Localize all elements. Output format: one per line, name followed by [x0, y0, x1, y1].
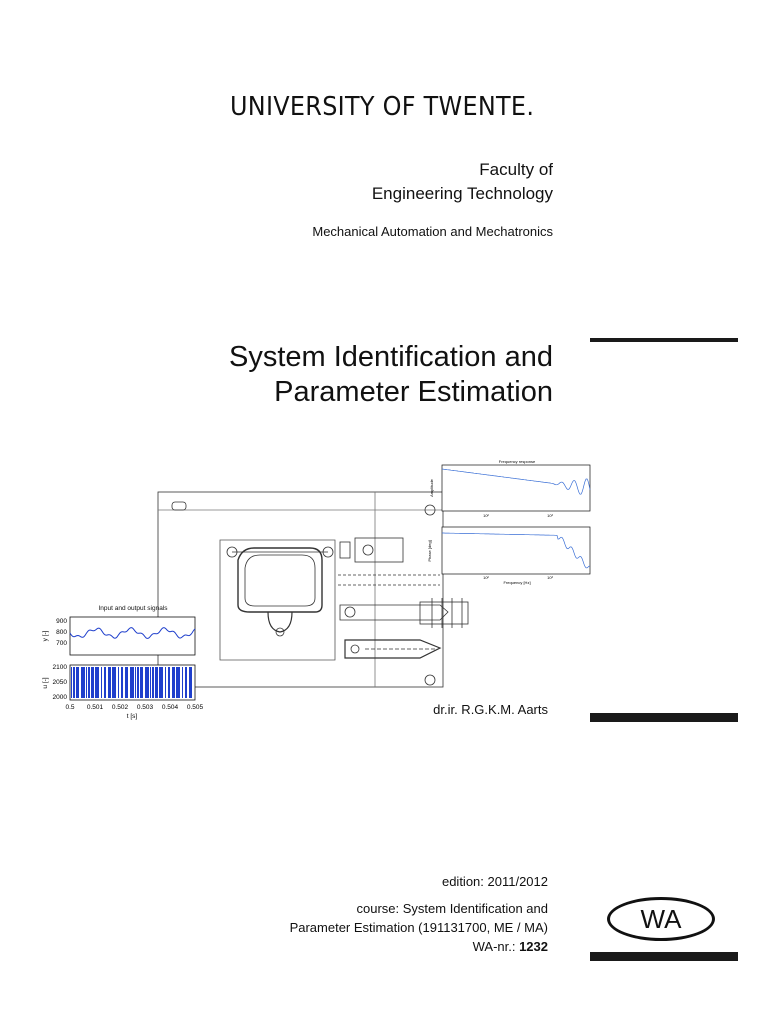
frequency-label: Frequency [Hz]: [503, 580, 531, 585]
faculty-line2: Engineering Technology: [371, 184, 553, 203]
amplitude-label: Amplitude: [429, 479, 434, 497]
y-tick-800: 800: [56, 629, 67, 636]
input-signal-bar: [76, 667, 79, 698]
signals-title: Input and output signals: [98, 605, 168, 612]
input-signal-bar: [159, 667, 163, 698]
author-name: dr.ir. R.G.K.M. Aarts: [433, 702, 548, 717]
input-signal-bar: [140, 667, 143, 698]
input-signal-bar: [108, 667, 111, 698]
u-tick-2050: 2050: [52, 679, 67, 686]
input-signal-bar: [155, 667, 158, 698]
x-axis-label: t [s]: [126, 713, 138, 720]
course-line1: course: System Identification and: [356, 901, 548, 916]
frequency-response-plot: [420, 455, 595, 585]
input-signal-bar: [112, 667, 116, 698]
input-signal-bar: [86, 667, 87, 698]
u-tick-2100: 2100: [52, 664, 67, 671]
input-signal-bar: [176, 667, 180, 698]
x-tick-0: 0.5: [65, 704, 75, 711]
x-tick-1: 0.501: [86, 704, 104, 711]
input-signal-bars: [71, 667, 192, 698]
x-tick-4: 0.504: [161, 704, 179, 711]
title-line2: Parameter Estimation: [274, 376, 553, 408]
input-signal-bar: [189, 667, 192, 698]
input-signal-bar: [104, 667, 106, 698]
top-divider-bar: [590, 338, 738, 342]
input-signal-bar: [172, 667, 175, 698]
u-axis-label: u [-]: [42, 677, 49, 689]
department-name: Mechanical Automation and Mechatronics: [312, 224, 553, 239]
wa-number-line: [220, 937, 548, 956]
input-signal-bar: [137, 667, 139, 698]
y-tick-700: 700: [56, 640, 67, 647]
input-signal-bar: [121, 667, 123, 698]
course-line2: Parameter Estimation (191131700, ME / MA): [289, 920, 548, 935]
output-axes: [70, 617, 195, 655]
input-signal-bar: [130, 667, 134, 698]
input-signal-bar: [125, 667, 128, 698]
input-signal-bar: [135, 667, 136, 698]
u-tick-2000: 2000: [52, 694, 67, 701]
input-signal-bar: [168, 667, 170, 698]
phase-decade-2: 10³: [547, 575, 553, 580]
phase-label: Phase [deg]: [427, 540, 432, 562]
input-signal-bar: [185, 667, 187, 698]
input-signal-bar: [182, 667, 183, 698]
edition-block: [220, 872, 548, 956]
phase-decade-1: 10²: [483, 575, 489, 580]
wa-logo: WA: [607, 897, 715, 941]
faculty-line1: Faculty of: [479, 160, 553, 179]
y-tick-900: 900: [56, 618, 67, 625]
input-signal-bar: [88, 667, 90, 698]
faculty-block: [250, 158, 553, 206]
input-signal-bar: [81, 667, 85, 698]
middle-divider-bar: [590, 713, 738, 722]
amp-decade-1: 10²: [483, 513, 489, 518]
input-signal-bar: [150, 667, 151, 698]
amp-decade-2: 10³: [547, 513, 553, 518]
input-signal-bar: [73, 667, 75, 698]
phase-axes: [442, 527, 590, 574]
input-signal-bar: [152, 667, 154, 698]
x-tick-2: 0.502: [111, 704, 129, 711]
input-signal-bar: [95, 667, 99, 698]
signals-plot: [28, 603, 210, 721]
document-title: [150, 340, 553, 410]
university-logo: UNIVERSITY OF TWENTE.: [230, 92, 535, 122]
title-line1: System Identification and: [228, 341, 553, 373]
edition-line: edition: 2011/2012: [441, 874, 548, 889]
input-signal-bar: [118, 667, 119, 698]
freq-title: Frequency response: [498, 459, 536, 464]
wa-number: 1232: [519, 939, 548, 954]
input-signal-bar: [101, 667, 102, 698]
input-signal-bar: [165, 667, 166, 698]
input-signal-bar: [91, 667, 94, 698]
bottom-divider-bar: [590, 952, 738, 961]
x-tick-3: 0.503: [136, 704, 154, 711]
input-signal-bar: [145, 667, 149, 698]
y-axis-label: y [-]: [42, 630, 49, 642]
input-signal-bar: [71, 667, 72, 698]
x-tick-5: 0.505: [186, 704, 204, 711]
wa-label: WA-nr.:: [472, 939, 520, 954]
